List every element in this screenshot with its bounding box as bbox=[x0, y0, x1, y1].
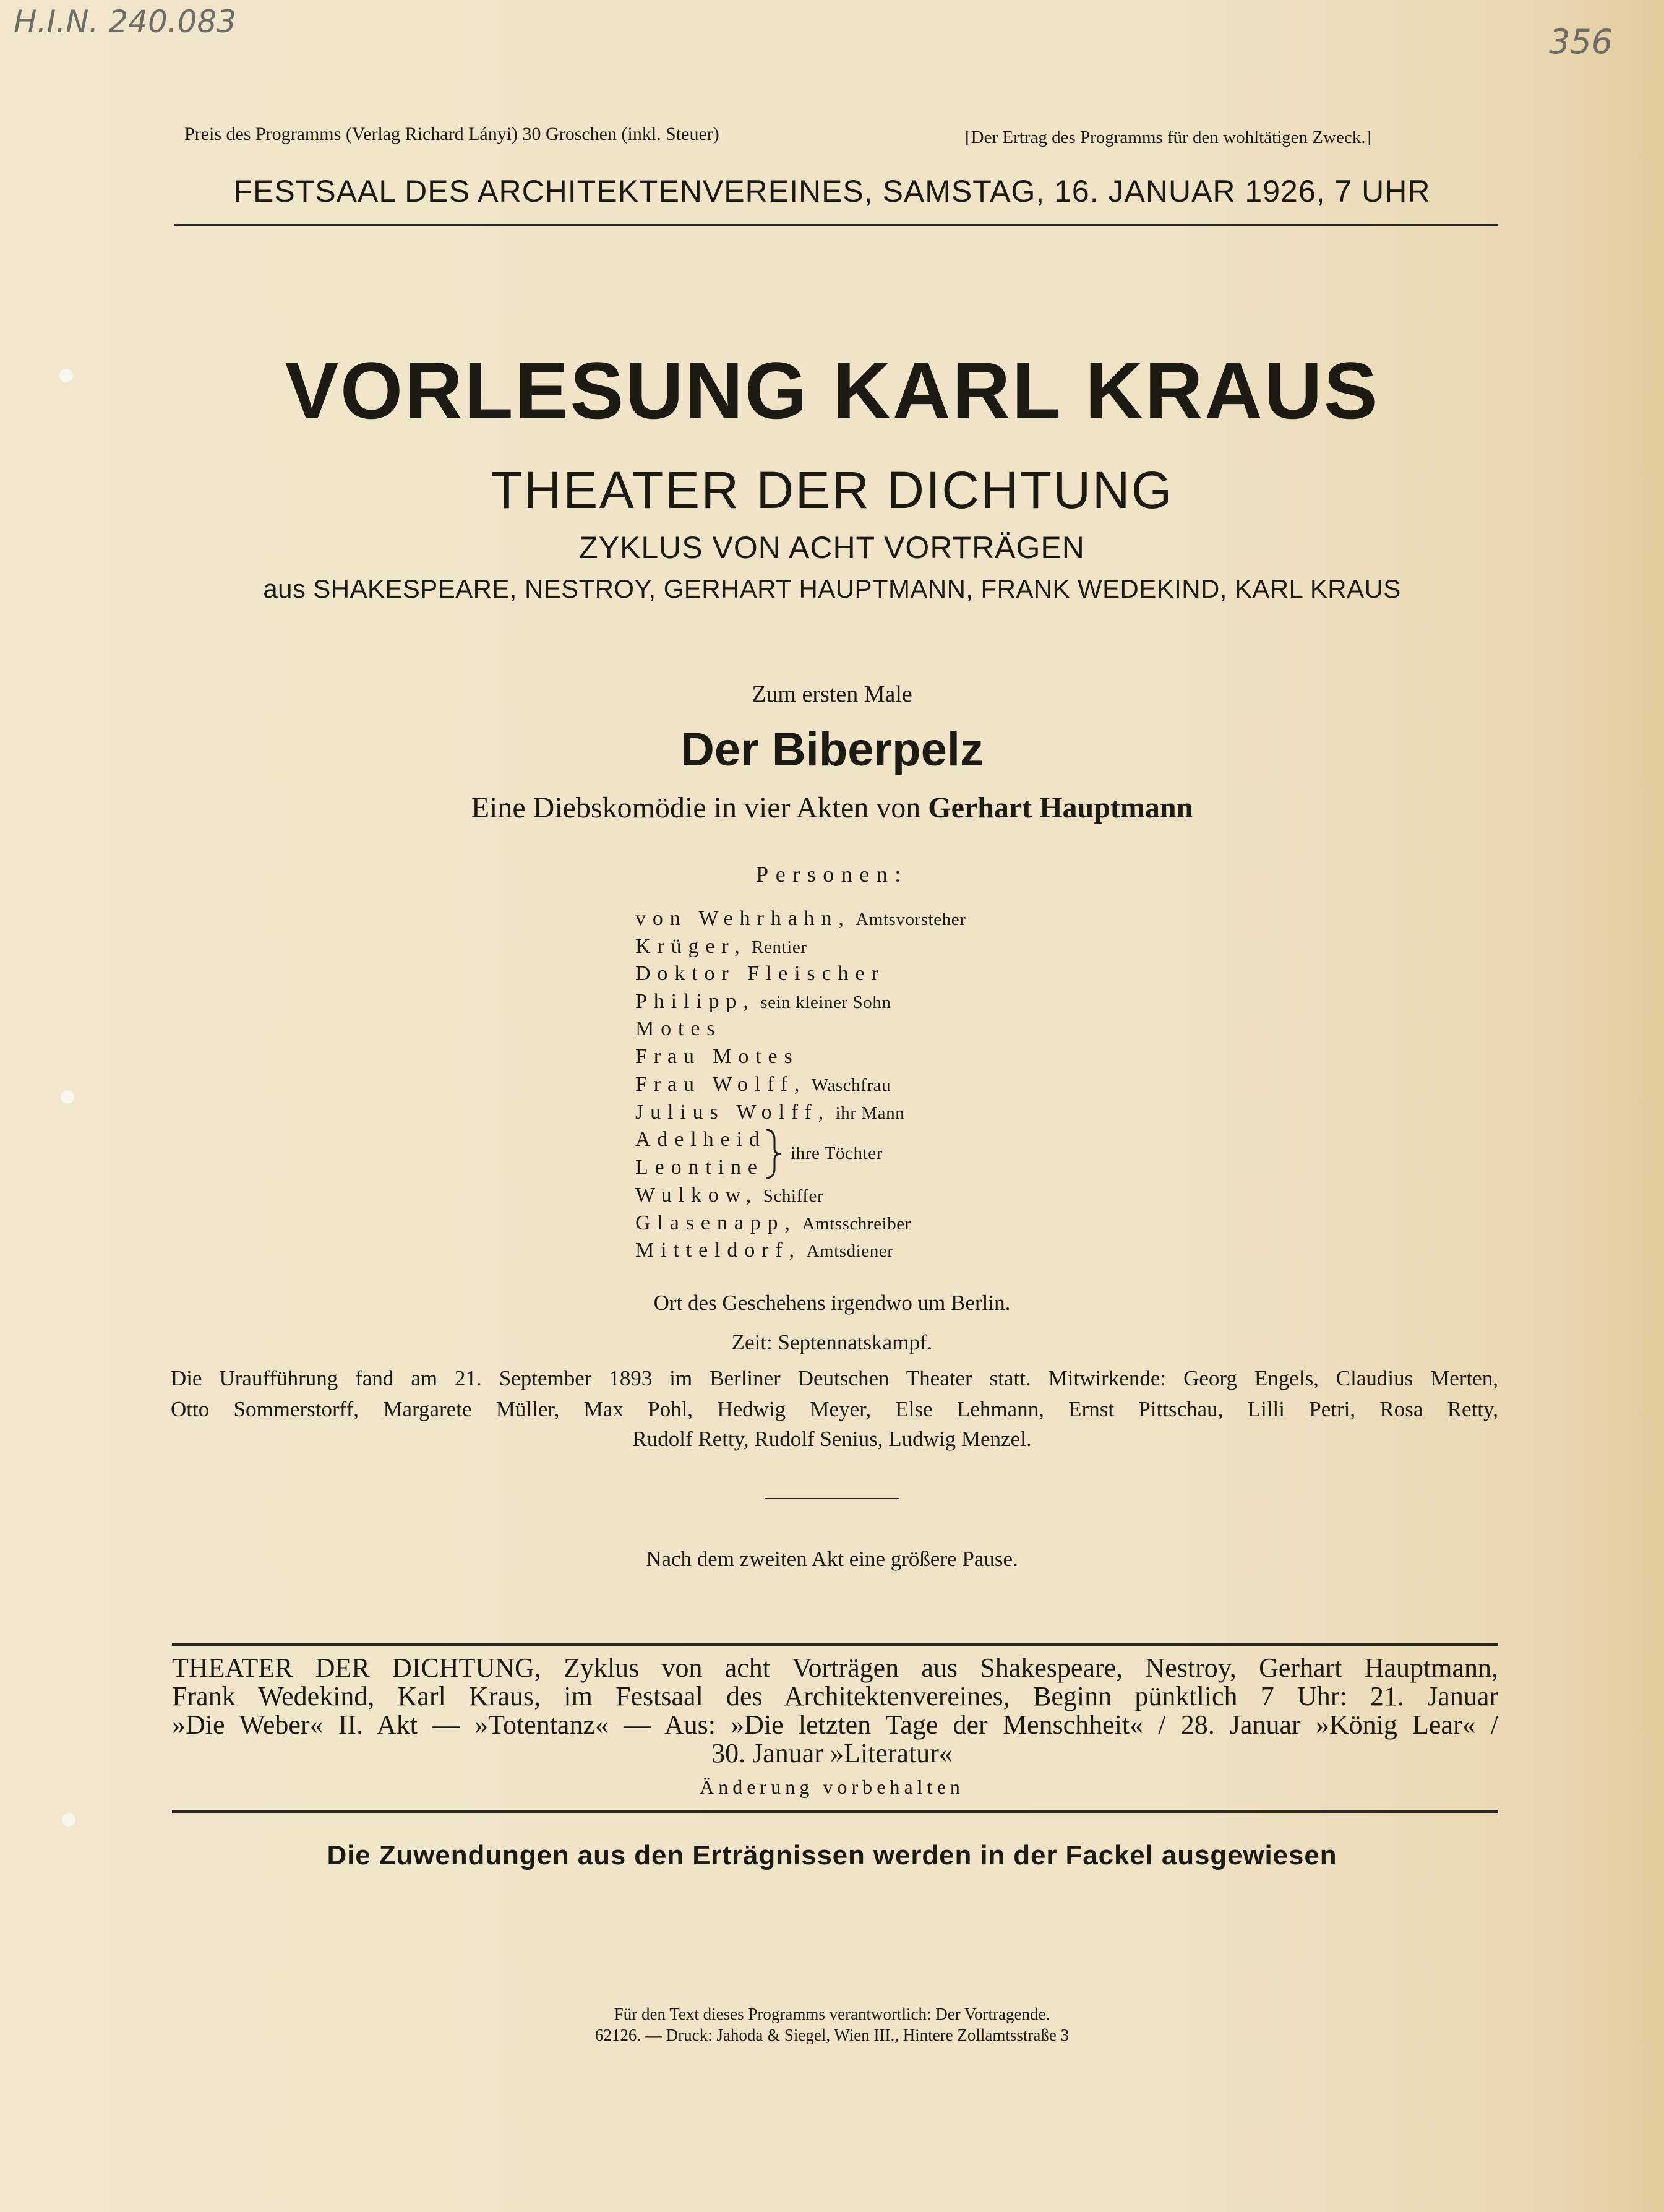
person-name: Glasenapp, bbox=[635, 1211, 797, 1234]
person-name: Adelheid bbox=[635, 1128, 766, 1151]
cast-row bbox=[635, 1211, 911, 1235]
cast-row bbox=[635, 935, 807, 958]
imprint-printer: 62126. — Druck: Jahoda & Siegel, Wien III., Hintere Zollamtsstraße 3 bbox=[594, 2026, 1070, 2044]
announcement-top-rule bbox=[172, 1643, 1498, 1646]
price-note: Preis des Programms (Verlag Richard Lányi) 30 Groschen (inkl. Steuer) bbox=[184, 124, 719, 144]
cast-row bbox=[635, 1101, 904, 1124]
person-name: Frau Wolff, bbox=[635, 1073, 807, 1096]
person-name: Philipp, bbox=[635, 990, 755, 1013]
venue-line: FESTSAAL DES ARCHITEKTENVEREINES, SAMSTAG, 16. JANUAR 1926, 7 UHR bbox=[233, 174, 1431, 209]
announcement-line-4: 30. Januar »Literatur« bbox=[711, 1738, 953, 1768]
cast-row bbox=[635, 1073, 891, 1096]
person-name: Julius Wolff, bbox=[635, 1101, 831, 1124]
archive-shelfmark: H.I.N. 240.083 bbox=[14, 4, 237, 40]
person-name: Doktor Fleischer bbox=[635, 962, 885, 985]
announcement-line-2: Frank Wedekind, Karl Kraus, im Festsaal des Architektenvereines, Beginn pünktlich 7 Uhr: 21. Januar bbox=[172, 1681, 1498, 1711]
header-rule bbox=[174, 224, 1498, 226]
cast-row bbox=[635, 1184, 823, 1207]
person-role: Waschfrau bbox=[811, 1075, 891, 1095]
announcement-bottom-rule bbox=[172, 1810, 1498, 1813]
person-name: Krüger, bbox=[635, 935, 747, 958]
main-title: VORLESUNG KARL KRAUS bbox=[285, 345, 1379, 436]
cast-heading: Personen: bbox=[756, 862, 908, 887]
setting-time: Zeit: Septennatskampf. bbox=[731, 1330, 933, 1354]
premiere-line-3: Rudolf Retty, Rudolf Senius, Ludwig Menzel. bbox=[632, 1427, 1032, 1451]
play-author: Gerhart Hauptmann bbox=[928, 791, 1193, 824]
person-role: ihr Mann bbox=[835, 1103, 905, 1123]
punch-hole-3 bbox=[62, 1813, 75, 1827]
proceeds-note: [Der Ertrag des Programms für den wohltätigen Zweck.] bbox=[965, 127, 1372, 147]
cast-row bbox=[635, 907, 966, 931]
person-name: Mitteldorf, bbox=[635, 1239, 801, 1262]
person-name: Wulkow, bbox=[635, 1184, 758, 1207]
play-title: Der Biberpelz bbox=[680, 723, 984, 776]
person-role: Amtsschreiber bbox=[802, 1214, 911, 1234]
announcement-line-1: THEATER DER DICHTUNG, Zyklus von acht Vorträgen aus Shakespeare, Nestroy, Gerhart Hauptmann, bbox=[172, 1653, 1498, 1683]
cast-row bbox=[635, 1128, 766, 1151]
intermission-note: Nach dem zweiten Akt eine größere Pause. bbox=[646, 1547, 1018, 1571]
play-subtitle-prefix: Eine Diebskomödie in vier Akten von bbox=[471, 791, 921, 824]
cast-row bbox=[635, 990, 891, 1013]
person-name: Leontine bbox=[635, 1156, 764, 1179]
series-title: THEATER DER DICHTUNG bbox=[491, 461, 1173, 519]
announcement-line-3: »Die Weber« II. Akt — »Totentanz« — Aus: »Die letzten Tage der Menschheit« / 28. Januar »König Lear« / bbox=[172, 1710, 1498, 1740]
daughters-role: ihre Töchter bbox=[791, 1143, 883, 1163]
archive-page-number: 356 bbox=[1549, 22, 1613, 61]
change-reserved-note: Änderung vorbehalten bbox=[700, 1776, 964, 1798]
authors-line: aus SHAKESPEARE, NESTROY, GERHART HAUPTMANN, FRANK WEDEKIND, KARL KRAUS bbox=[263, 574, 1401, 603]
person-role: sein kleiner Sohn bbox=[760, 992, 891, 1012]
section-divider bbox=[765, 1498, 899, 1499]
donations-note: Die Zuwendungen aus den Erträgnissen werden in der Fackel ausgewiesen bbox=[327, 1840, 1337, 1870]
setting-place: Ort des Geschehens irgendwo um Berlin. bbox=[653, 1291, 1011, 1315]
person-role: Schiffer bbox=[763, 1186, 824, 1206]
person-role: Amtsvorsteher bbox=[856, 910, 966, 929]
punch-hole-2 bbox=[61, 1090, 74, 1104]
cast-row bbox=[635, 962, 885, 986]
person-role: Amtsdiener bbox=[806, 1241, 894, 1261]
premiere-line-1: Die Uraufführung fand am 21. September 1893 im Berliner Deutschen Theater statt. Mitwirkende: Georg Engels, Claudius Merten, bbox=[171, 1366, 1498, 1390]
cycle-subtitle: ZYKLUS VON ACHT VORTRÄGEN bbox=[579, 530, 1085, 565]
cast-row bbox=[635, 1239, 894, 1262]
cast-row bbox=[635, 1156, 764, 1179]
play-subtitle bbox=[0, 791, 1664, 825]
person-name: Motes bbox=[635, 1017, 722, 1040]
person-role: Rentier bbox=[752, 937, 807, 957]
imprint-responsibility: Für den Text dieses Programms verantwortlich: Der Vortragende. bbox=[614, 2005, 1050, 2023]
person-name: von Wehrhahn, bbox=[635, 907, 851, 930]
brace-icon bbox=[762, 1127, 784, 1181]
premiere-note: Zum ersten Male bbox=[752, 681, 912, 707]
cast-row bbox=[635, 1017, 721, 1041]
cast-row bbox=[635, 1045, 799, 1069]
premiere-line-2: Otto Sommerstorff, Margarete Müller, Max Pohl, Hedwig Meyer, Else Lehmann, Ernst Pittschau, Lilli Petri, Rosa Retty, bbox=[171, 1397, 1498, 1421]
person-name: Frau Motes bbox=[635, 1045, 799, 1068]
